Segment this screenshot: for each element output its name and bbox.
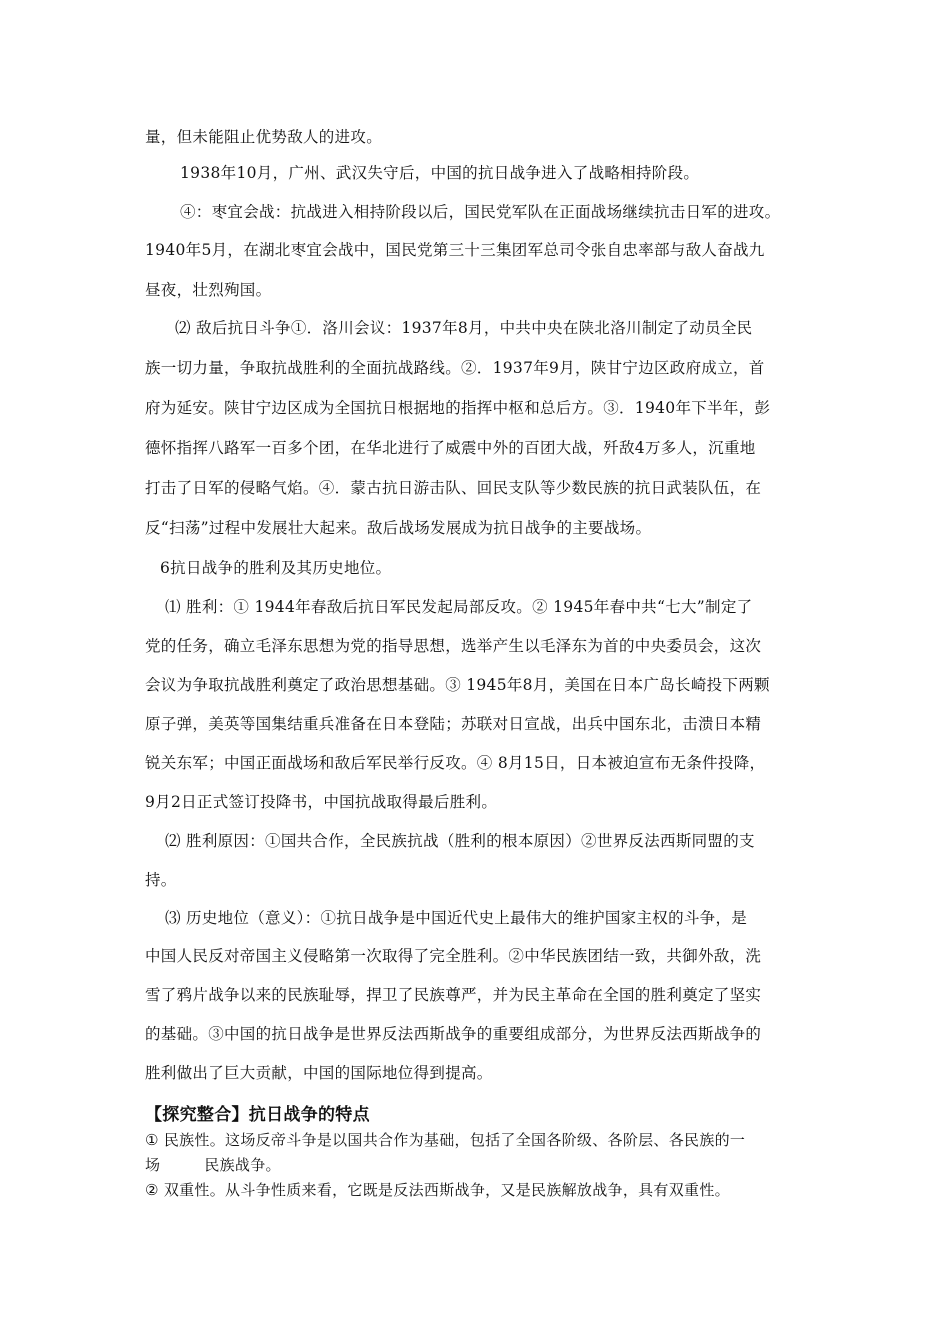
text-line: 党的任务，确立毛泽东思想为党的指导思想，选举产生以毛泽东为首的中央委员会，这次 — [145, 637, 762, 655]
text-line: 胜利做出了巨大贡献，中国的国际地位得到提高。 — [145, 1064, 493, 1082]
text-fragment: 民族战争。 — [204, 1156, 281, 1174]
text-line: ① 民族性。这场反帝斗争是以国共合作为基础，包括了全国各阶级、各阶层、各民族的一 — [145, 1131, 746, 1149]
text-line: 的基础。③中国的抗日战争是世界反法西斯战争的重要组成部分，为世界反法西斯战争的 — [145, 1025, 762, 1043]
text-line: 反“扫荡”过程中发展壮大起来。敌后战场发展成为抗日战争的主要战场。 — [145, 519, 652, 537]
text-line: 会议为争取抗战胜利奠定了政治思想基础。③ 1945年8月，美国在日本广岛长崎投下两颗 — [145, 676, 770, 694]
text-line: 中国人民反对帝国主义侵略第一次取得了完全胜利。②中华民族团结一致，共御外敌，洗 — [145, 947, 762, 965]
text-line: 9月2日正式签订投降书，中国抗战取得最后胜利。 — [145, 793, 498, 811]
section-heading: 【探究整合】抗日战争的特点 — [145, 1105, 370, 1125]
text-line: 府为延安。陕甘宁边区成为全国抗日根据地的指挥中枢和总后方。③．1940年下半年，彭 — [145, 399, 771, 417]
text-line: 昼夜，壮烈殉国。 — [145, 281, 272, 299]
text-line: 1940年5月，在湖北枣宜会战中，国民党第三十三集团军总司令张自忠率部与敌人奋战九 — [145, 241, 765, 259]
text-line: 德怀指挥八路军一百多个团，在华北进行了威震中外的百团大战，歼敌4万多人，沉重地 — [145, 439, 756, 457]
text-line: 原子弹，美英等国集结重兵准备在日本登陆；苏联对日宣战，出兵中国东北，击溃日本精 — [145, 715, 762, 733]
text-line: ⑴ 胜利：① 1944年春敌后抗日军民发起局部反攻。② 1945年春中共“七大”制定了 — [165, 598, 753, 616]
text-line: ⑵ 敌后抗日斗争①．洛川会议：1937年8月，中共中央在陕北洛川制定了动员全民 — [175, 319, 753, 337]
text-line: 雪了鸦片战争以来的民族耻辱，捍卫了民族尊严，并为民主革命在全国的胜利奠定了坚实 — [145, 986, 762, 1004]
text-line: 锐关东军；中国正面战场和敌后军民举行反攻。④ 8月15日，日本被迫宣布无条件投降， — [145, 754, 766, 772]
text-line: ⑵ 胜利原因：①国共合作，全民族抗战（胜利的根本原因）②世界反法西斯同盟的支 — [165, 832, 755, 850]
text-line: 打击了日军的侵略气焰。④．蒙古抗日游击队、回民支队等少数民族的抗日武装队伍，在 — [145, 479, 762, 497]
text-line: ⑶ 历史地位（意义）：①抗日战争是中国近代史上最伟大的维护国家主权的斗争，是 — [165, 909, 748, 927]
text-line: 族一切力量，争取抗战胜利的全面抗战路线。②．1937年9月，陕甘宁边区政府成立，首 — [145, 359, 765, 377]
text-line: ② 双重性。从斗争性质来看，它既是反法西斯战争，又是民族解放战争，具有双重性。 — [145, 1181, 730, 1199]
text-line: 持。 — [145, 871, 177, 889]
section-title: 6抗日战争的胜利及其历史地位。 — [160, 559, 392, 577]
text-fragment: 场 — [145, 1156, 161, 1174]
text-line: 1938年10月，广州、武汉失守后，中国的抗日战争进入了战略相持阶段。 — [180, 164, 700, 182]
text-line — [145, 1155, 281, 1175]
text-line: ④：枣宜会战：抗战进入相持阶段以后，国民党军队在正面战场继续抗击日军的进攻。 — [180, 203, 781, 221]
text-line: 量，但未能阻止优势敌人的进攻。 — [145, 128, 383, 146]
